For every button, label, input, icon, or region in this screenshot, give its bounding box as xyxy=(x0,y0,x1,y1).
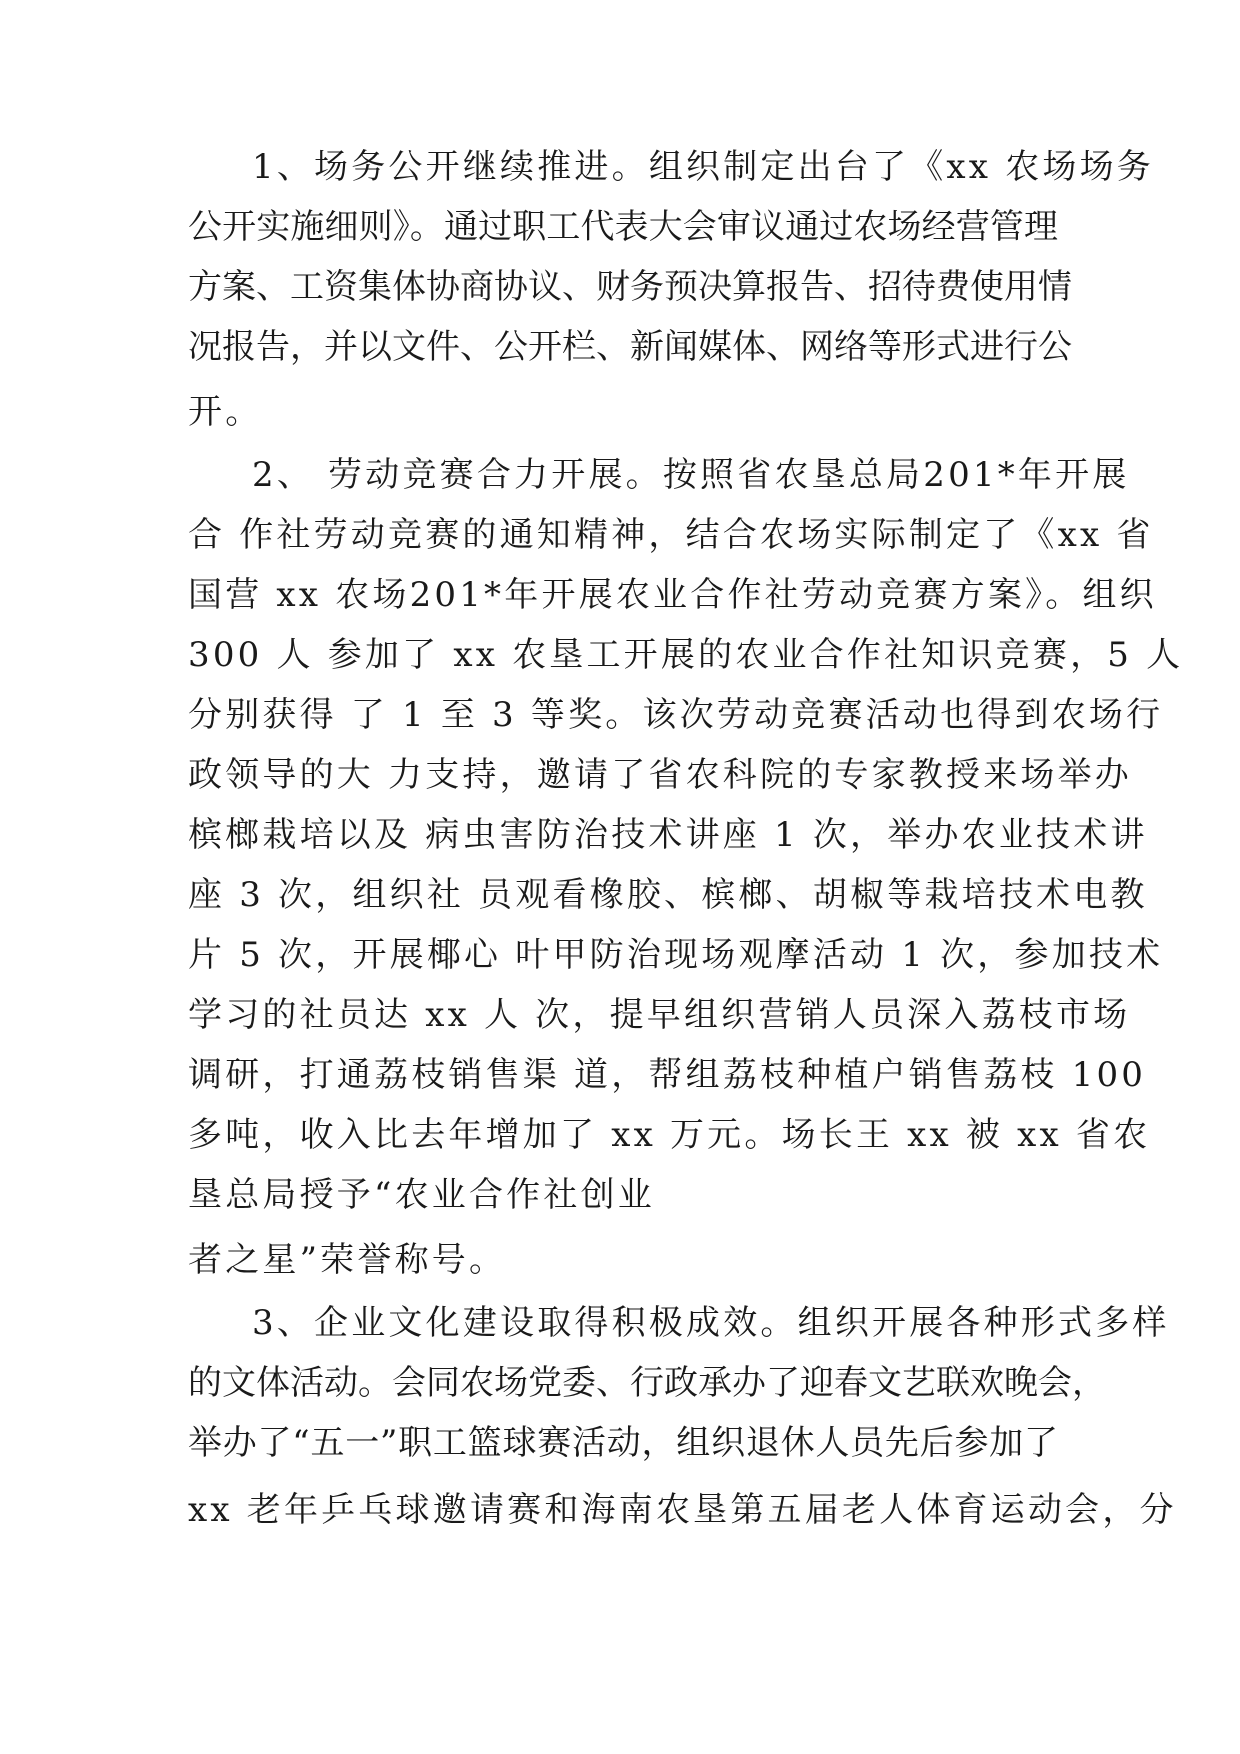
para2-line8: 座 3 次，组织社 员观看橡胶、槟榔、胡椒等栽培技术电教 xyxy=(188,875,1148,915)
para2-line4: 300 人 参加了 xx 农垦工开展的农业合作社知识竞赛，5 人 xyxy=(188,635,1184,675)
para2-line9: 片 5 次，开展椰心 叶甲防治现场观摩活动 1 次，参加技术 xyxy=(188,935,1164,975)
para2-line1: 2、 劳动竞赛合力开展。按照省农垦总局201*年开展 xyxy=(252,455,1130,495)
para3-line3: 举办了“五一”职工篮球赛活动，组织退休人员先后参加了 xyxy=(188,1423,1058,1463)
para1-line4: 况报告，并以文件、公开栏、新闻媒体、网络等形式进行公 xyxy=(188,327,1072,367)
para3-line2: 的文体活动。会同农场党委、行政承办了迎春文艺联欢晚会， xyxy=(188,1363,1106,1403)
para2-line11: 调研，打通荔枝销售渠 道，帮组荔枝种植户销售荔枝 100 xyxy=(188,1055,1147,1095)
para2-line14: 者之星”荣誉称号。 xyxy=(188,1240,507,1280)
para2-line12: 多吨，收入比去年增加了 xx 万元。场长王 xx 被 xx 省农 xyxy=(188,1115,1151,1155)
para2-line7: 槟榔栽培以及 病虫害防治技术讲座 1 次，举办农业技术讲 xyxy=(188,815,1148,855)
para1-line1: 1、场务公开继续推进。组织制定出台了《xx 农场场务 xyxy=(252,147,1154,187)
para1-line2: 公开实施细则》。通过职工代表大会审议通过农场经营管理 xyxy=(188,207,1058,247)
para2-line13: 垦总局授予“农业合作社创业 xyxy=(188,1175,655,1215)
para2-line5: 分别获得 了 1 至 3 等奖。该次劳动竞赛活动也得到农场行 xyxy=(188,695,1164,735)
para2-line6: 政领导的大 力支持，邀请了省农科院的专家教授来场举办 xyxy=(188,755,1133,795)
para2-line2: 合 作社劳动竞赛的通知精神，结合农场实际制定了《xx 省 xyxy=(188,515,1154,555)
para1-line3: 方案、工资集体协商协议、财务预决算报告、招待费使用情 xyxy=(188,267,1072,307)
para3-line1: 3、企业文化建设取得积极成效。组织开展各种形式多样 xyxy=(252,1303,1170,1343)
para1-line5: 开。 xyxy=(188,392,263,432)
para2-line10: 学习的社员达 xx 人 次，提早组织营销人员深入荔枝市场 xyxy=(188,995,1131,1035)
para3-line4: xx 老年乒乓球邀请赛和海南农垦第五届老人体育运动会，分 xyxy=(188,1490,1177,1530)
para2-line3: 国营 xx 农场201*年开展农业合作社劳动竞赛方案》。组织 xyxy=(188,575,1157,615)
